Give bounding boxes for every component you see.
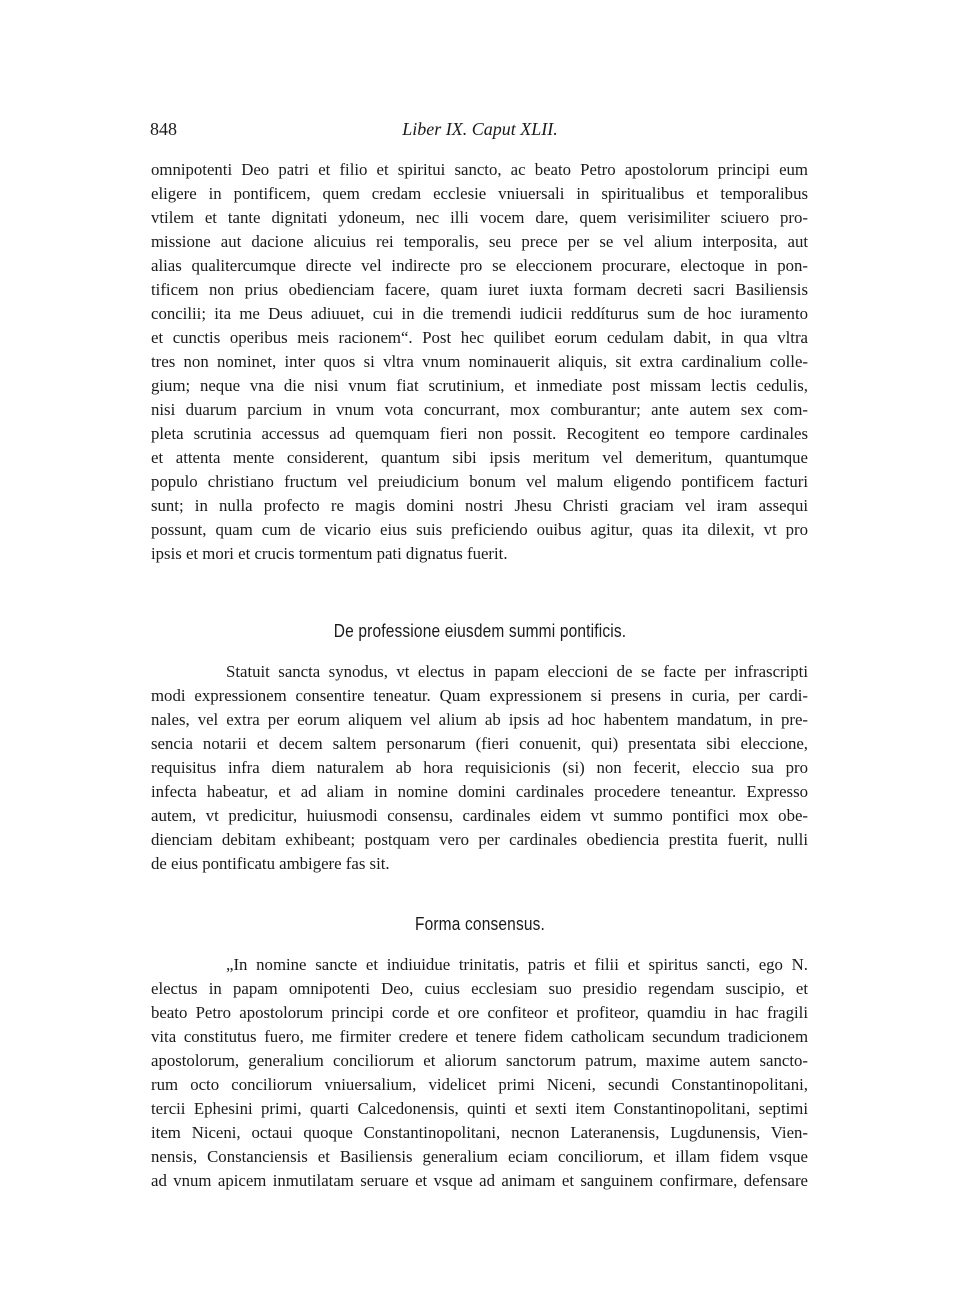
text-line: sunt; in nulla profecto re magis domini nostri Jhesu Christi graciam vel iram assequi xyxy=(151,496,808,515)
text-line: dienciam debitam exhibeant; postquam vero per cardinales obediencia prestita fuerit, nulli xyxy=(151,830,808,849)
text-line: gium; neque vna die nisi vnum fiat scrutinium, et inmediate post missam lectis cedulis, xyxy=(151,376,808,395)
text-line: eligere in pontificem, quem credam ecclesie vniuersali in spiritualibus et temporalibus xyxy=(151,184,808,203)
text-line: ipsis et mori et crucis tormentum pati dignatus fuerit. xyxy=(151,544,508,563)
running-head: Liber IX. Caput XLII. xyxy=(402,119,558,139)
text-line: pleta scrutinia accessus ad quemquam fieri non possit. Recogitent eo tempore cardinales xyxy=(151,424,808,443)
text-line: concilii; ita me Deus adiuuet, cui in die tremendi iudicii reddíturus sum de hoc iuramento xyxy=(151,304,808,323)
text-line: et attenta mente considerent, quantum sibi ipsis meritum vel demeritum, quantumque xyxy=(151,448,808,467)
text-line: et cunctis operibus meis racionem“. Post hec quilibet eorum cedulam dabit, in qua vltra xyxy=(151,328,808,347)
text-line: nisi duarum parcium in vnum vota concurrant, mox comburantur; ante autem sex com- xyxy=(151,400,808,419)
text-line: nales, vel extra per eorum aliquem vel alium ab ipsis ad hoc habentem mandatum, in pre- xyxy=(151,710,808,729)
text-line: missione aut dacione alicuius rei temporalis, seu prece per se vel alium interposita, aut xyxy=(151,232,808,251)
section-heading-professione: De professione eiusdem summi pontificis. xyxy=(333,621,627,641)
text-line: „In nomine sancte et indiuidue trinitatis, patris et filii et spiritus sancti, ego N. xyxy=(226,955,808,974)
section-heading-forma-consensus: Forma consensus. xyxy=(414,914,546,934)
text-line: tercii Ephesini primi, quarti Calcedonensis, quinti et sexti item Constantinopolitani, septimi xyxy=(151,1099,808,1118)
text-line: possunt, quam cum de vicario eius suis preficiendo ouibus agitur, quas ita dilexit, vt pro xyxy=(151,520,808,539)
text-line: apostolorum, generalium conciliorum et aliorum sanctorum patrum, maxime autem sancto- xyxy=(151,1051,808,1070)
text-line: electus in papam omnipotenti Deo, cuius ecclesiam suo presidio regendam suscipio, et xyxy=(151,979,808,998)
text-line: ad vnum apicem inmutilatam seruare et vsque ad animam et sanguinem confirmare, defensare xyxy=(151,1171,808,1190)
text-line: de eius pontificatu ambigere fas sit. xyxy=(151,854,390,873)
text-line: tificem non prius obedienciam facere, quam iuret iuxta formam decreti sacri Basiliensis xyxy=(151,280,808,299)
text-line: infecta habeatur, et ad aliam in nomine domini cardinales procedere teneantur. Expresso xyxy=(151,782,808,801)
text-line: item Niceni, octaui quoque Constantinopolitani, necnon Lateranensis, Lugdunensis, Vien- xyxy=(151,1123,808,1142)
text-line: vtilem et tante dignitati ydoneum, nec illi vocem dare, quem verisimiliter sciuero pro- xyxy=(151,208,808,227)
text-line: autem, vt predicitur, huiusmodi consensu, cardinales eidem vt summo pontifici mox obe- xyxy=(151,806,808,825)
text-line: omnipotenti Deo patri et filio et spiritui sancto, ac beato Petro apostolorum principi eum xyxy=(151,160,808,179)
text-line: modi expressionem consentire teneatur. Quam expressionem si presens in curia, per cardi- xyxy=(151,686,808,705)
text-line: populo christiano fructum vel preiudicium bonum vel malum eligendo pontificem facturi xyxy=(151,472,808,491)
text-line: rum octo conciliorum vniuersalium, videlicet primi Niceni, secundi Constantinopolitani, xyxy=(151,1075,808,1094)
text-line: sencia notarii et decem saltem personarum (fieri conuenit, qui) presentata sibi eleccione, xyxy=(151,734,808,753)
text-line: beato Petro apostolorum principi corde et ore confiteor et profiteor, quamdiu in hac fragili xyxy=(151,1003,808,1022)
text-line: requisitus infra diem naturalem ab hora requisicionis (si) non fecerit, eleccio sua pro xyxy=(151,758,808,777)
text-line: nensis, Constanciensis et Basiliensis generalium eciam conciliorum, et illam fidem vsque xyxy=(151,1147,808,1166)
text-line: tres non nominet, inter quos si vltra vnum nominauerit aliquis, sit extra cardinalium colle- xyxy=(151,352,808,371)
text-line: alias qualitercumque directe vel indirecte pro se eleccionem procurare, electoque in pon- xyxy=(151,256,808,275)
text-line: Statuit sancta synodus, vt electus in papam eleccioni de se facte per infrascripti xyxy=(226,662,808,681)
page-number: 848 xyxy=(150,119,177,139)
text-line: vita constitutus fuero, me firmiter credere et tenere fidem catholicam secundum tradicionem xyxy=(151,1027,808,1046)
